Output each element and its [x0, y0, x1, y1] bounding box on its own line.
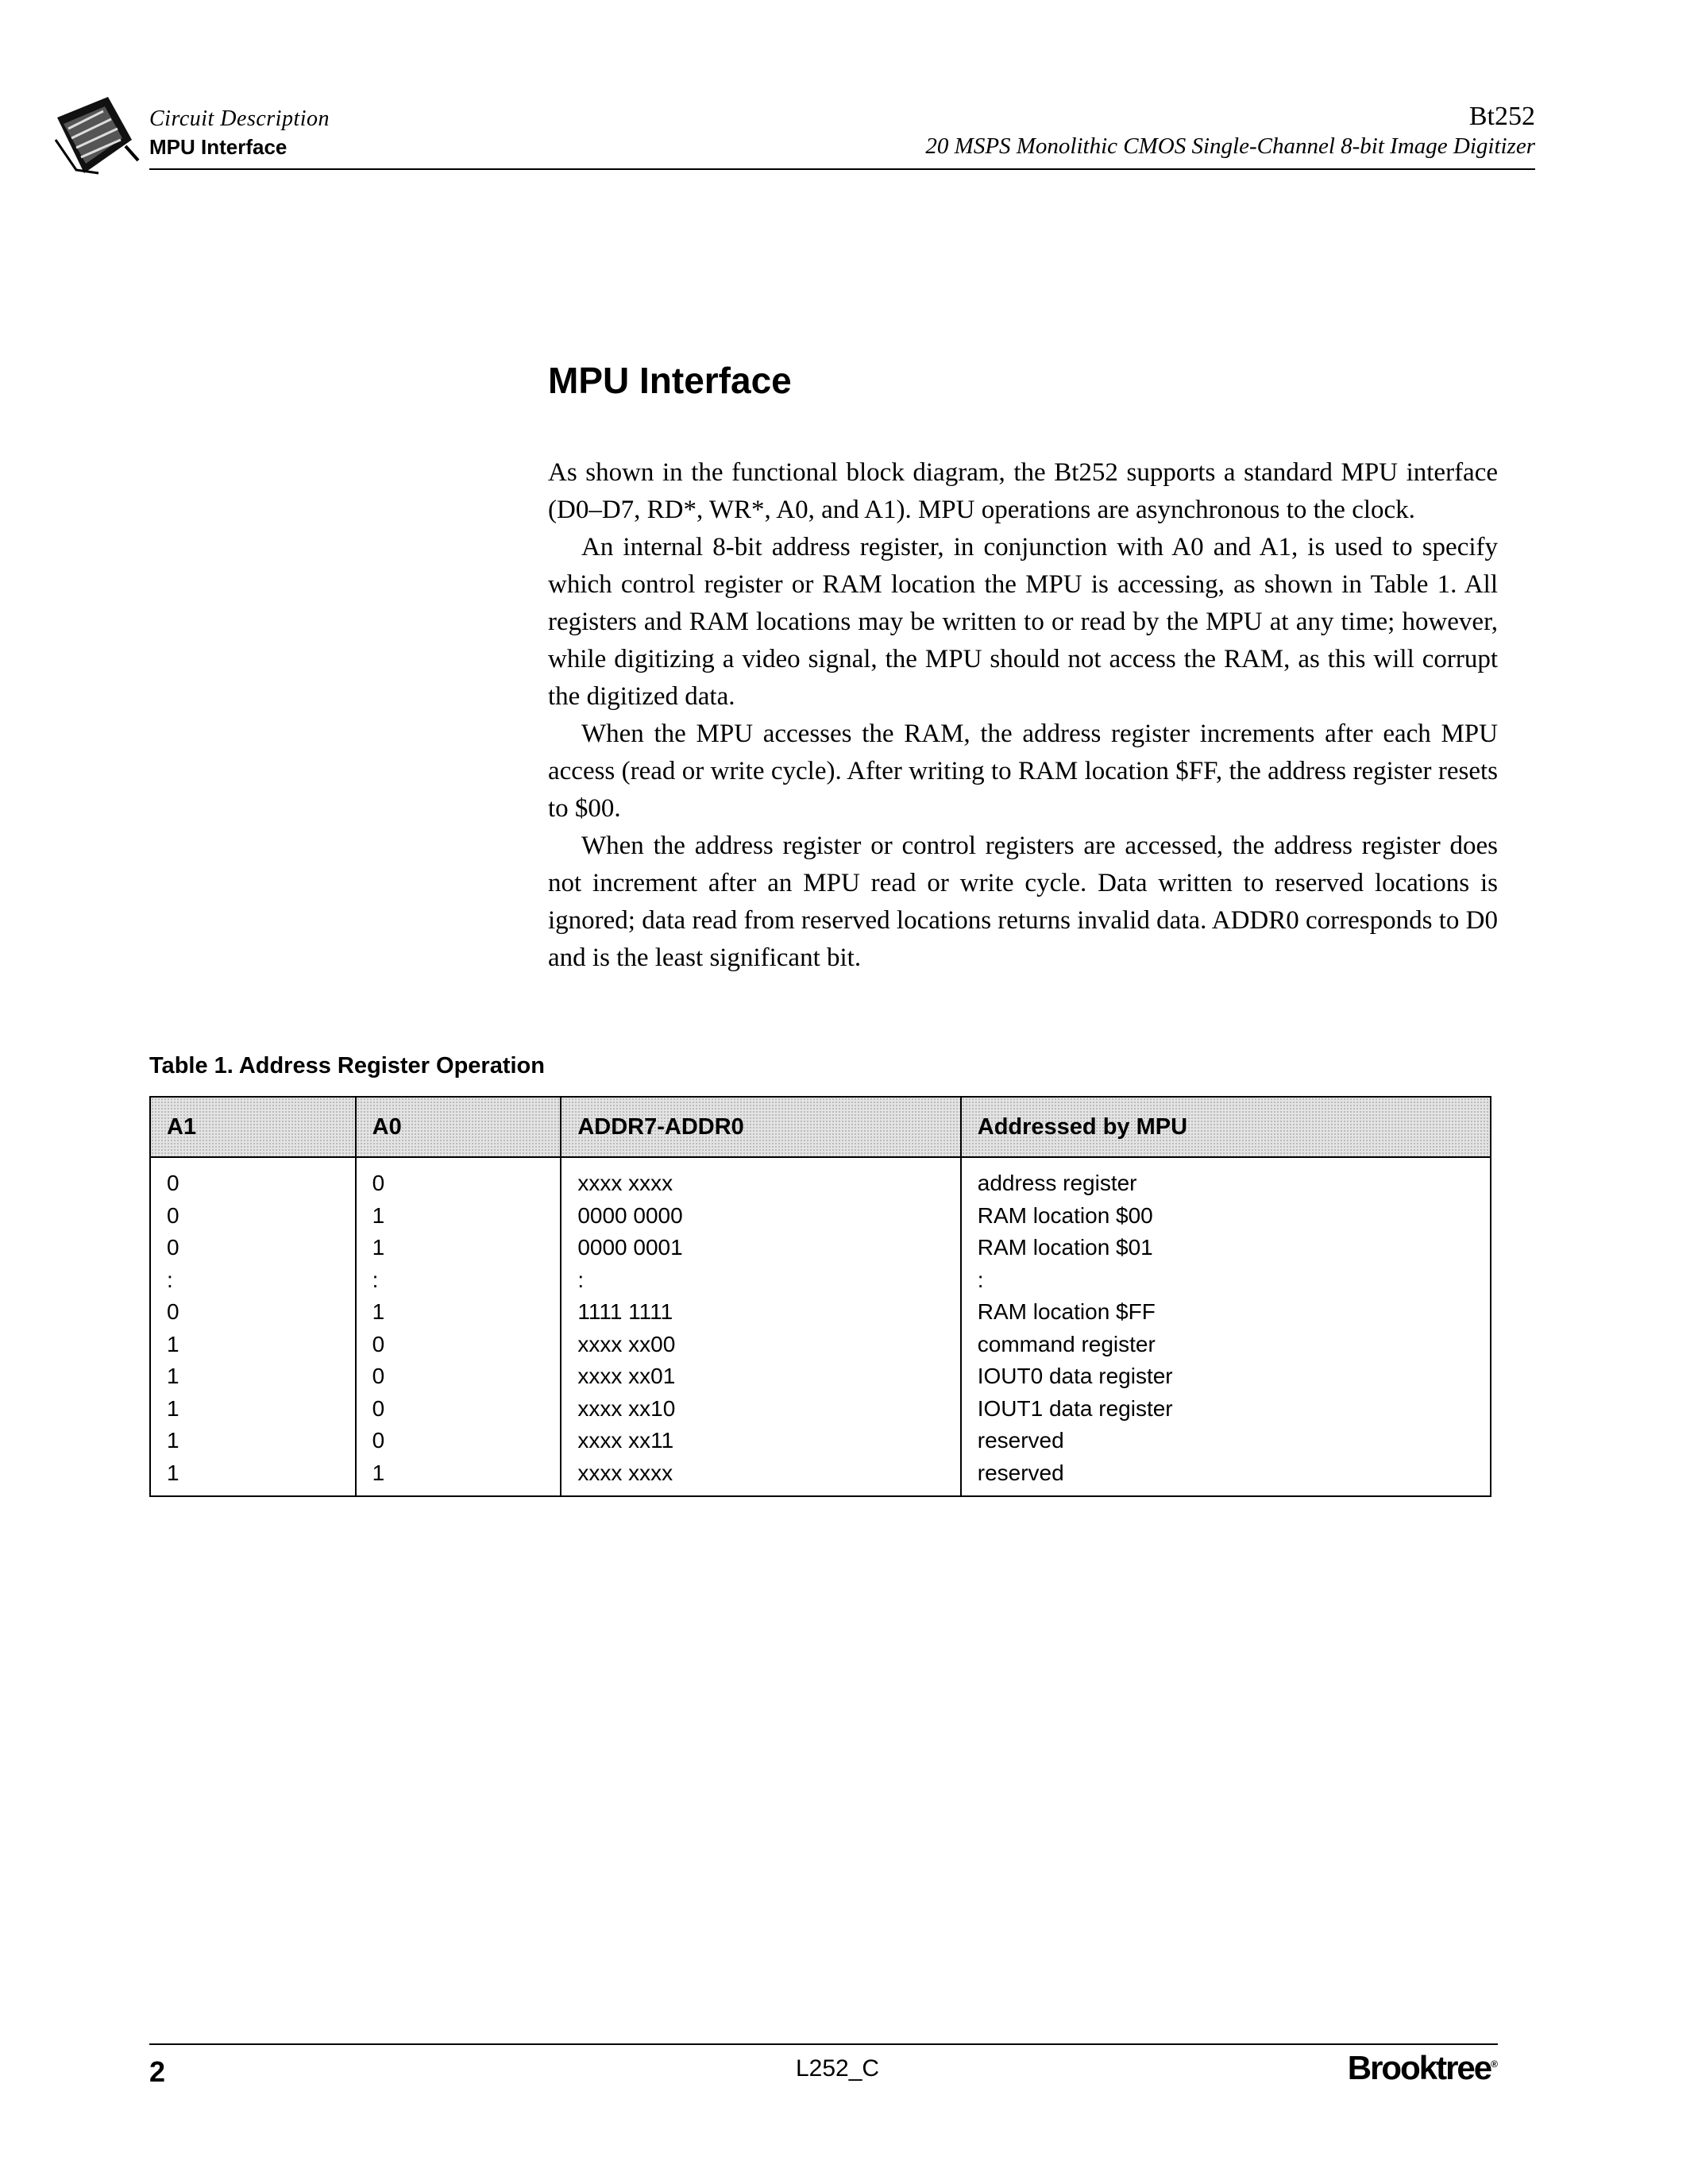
page-number: 2 [149, 2055, 166, 2088]
header-part-number: Bt252 [1468, 102, 1535, 131]
table-cell: address register [961, 1157, 1491, 1200]
table-cell: 0 [150, 1200, 356, 1233]
column-header: ADDR7-ADDR0 [561, 1097, 960, 1157]
column-header: A0 [356, 1097, 561, 1157]
footer-rule [149, 2043, 1498, 2045]
table-cell: 1 [150, 1425, 356, 1457]
table-cell: 0000 0001 [561, 1232, 960, 1264]
table-cell: : [356, 1264, 561, 1297]
table-row [150, 1393, 1491, 1426]
table-cell: 0 [150, 1232, 356, 1264]
brooktree-logo-icon [52, 94, 141, 176]
column-header: A1 [150, 1097, 356, 1157]
table-cell: 0 [356, 1425, 561, 1457]
table-cell: 1 [356, 1457, 561, 1497]
table-cell: : [150, 1264, 356, 1297]
table-cell: 0 [356, 1329, 561, 1361]
brand-name: Brooktree [1347, 2049, 1491, 2086]
table-cell: 1 [150, 1360, 356, 1393]
address-register-table [149, 1096, 1491, 1497]
table-row [150, 1232, 1491, 1264]
header-section: Circuit Description [149, 106, 330, 131]
table-cell: 0 [356, 1393, 561, 1426]
table-cell: xxxx xx00 [561, 1329, 960, 1361]
table-cell: xxxx xxxx [561, 1457, 960, 1497]
column-header: Addressed by MPU [961, 1097, 1491, 1157]
table-cell: 1 [356, 1296, 561, 1329]
table-cell: 0 [356, 1360, 561, 1393]
table-cell: RAM location $01 [961, 1232, 1491, 1264]
paragraph: When the MPU accesses the RAM, the address register increments after each MPU access (read or write cycle). After writing to RAM location $FF, the address register resets to $00. [548, 720, 1498, 823]
table-row [150, 1296, 1491, 1329]
table-cell: 0 [356, 1157, 561, 1200]
registered-mark: ® [1491, 2059, 1498, 2070]
table-cell: 1 [356, 1232, 561, 1264]
table-cell: 0 [150, 1296, 356, 1329]
header-rule [149, 168, 1535, 170]
table-cell: 1 [150, 1329, 356, 1361]
document-code: L252_C [796, 2055, 880, 2082]
table-row [150, 1360, 1491, 1393]
table-cell: : [561, 1264, 960, 1297]
table-cell: xxxx xxxx [561, 1157, 960, 1200]
table-cell: IOUT1 data register [961, 1393, 1491, 1426]
table-cell: 1 [150, 1393, 356, 1426]
table-cell: RAM location $00 [961, 1200, 1491, 1233]
table-header-row [150, 1097, 1491, 1157]
table-cell: reserved [961, 1425, 1491, 1457]
table-cell: 1 [356, 1200, 561, 1233]
table-row [150, 1329, 1491, 1361]
paragraph: When the address register or control registers are accessed, the address register does not increment after an MPU read or write cycle. Data written to reserved locations is ignored; data read from reserved locations returns invalid data. ADDR0 corresponds to D0 and is the least significant bit. [548, 832, 1498, 972]
table-cell: 1111 1111 [561, 1296, 960, 1329]
table-cell: IOUT0 data register [961, 1360, 1491, 1393]
table-cell: 1 [150, 1457, 356, 1497]
header-subsection: MPU Interface [149, 135, 287, 159]
table-cell: xxxx xx11 [561, 1425, 960, 1457]
table-cell: xxxx xx01 [561, 1360, 960, 1393]
table-cell: 0000 0000 [561, 1200, 960, 1233]
table-cell: 0 [150, 1157, 356, 1200]
table-row [150, 1264, 1491, 1297]
table-cell: command register [961, 1329, 1491, 1361]
table-cell: xxxx xx10 [561, 1393, 960, 1426]
paragraph: As shown in the functional block diagram, the Bt252 supports a standard MPU interface (D0–D7, RD*, WR*, A0, and A1). MPU operations are asynchronous to the clock. [548, 458, 1498, 524]
paragraph: An internal 8-bit address register, in conjunction with A0 and A1, is used to specify which control register or RAM location the MPU is accessing, as shown in Table 1. All registers and RAM locations may be written to or read by the MPU at any time; however, while digitizing a video signal, the MPU should not access the RAM, as this will corrupt the digitized data. [548, 533, 1498, 711]
table-row [150, 1457, 1491, 1497]
table-cell: : [961, 1264, 1491, 1297]
table-cell: reserved [961, 1457, 1491, 1497]
table-row [150, 1425, 1491, 1457]
table-row [150, 1157, 1491, 1200]
table-caption: Table 1. Address Register Operation [149, 1053, 545, 1078]
table-row [150, 1200, 1491, 1233]
table-cell: RAM location $FF [961, 1296, 1491, 1329]
header-product-title: 20 MSPS Monolithic CMOS Single-Channel 8-bit Image Digitizer [925, 133, 1535, 159]
brand-wordmark [1348, 2049, 1498, 2087]
section-title: MPU Interface [548, 360, 792, 401]
body-text [548, 454, 1498, 977]
